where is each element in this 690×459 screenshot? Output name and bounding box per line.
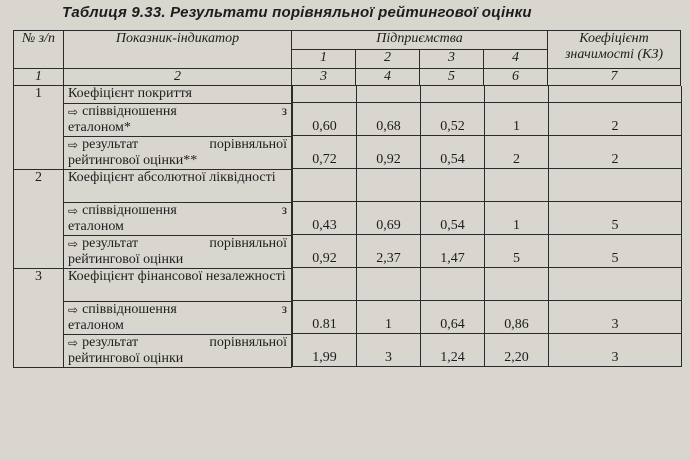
right-arrow-icon: ⇨ [68, 203, 79, 218]
value-cell: 2,20 [485, 334, 549, 367]
indicator-label-a: результат порівняльної [82, 136, 287, 152]
group-values-table [292, 86, 682, 169]
header-indicator: Показник-індикатор [64, 31, 292, 69]
group-title-row [14, 86, 681, 104]
group-title-row [14, 169, 681, 202]
value-cell: 0.81 [293, 301, 357, 334]
indicator-cell [64, 136, 292, 169]
group-title [64, 169, 292, 202]
indicator-cell [64, 301, 292, 334]
indicator-cell [64, 202, 292, 235]
table-row [293, 202, 682, 235]
value-cell: 0,52 [421, 103, 485, 136]
colnum-3: 3 [292, 69, 356, 86]
group-values-block [292, 169, 681, 268]
header-enterprise-4: 4 [484, 50, 548, 69]
value-cell: 3 [357, 334, 421, 367]
value-cell: 0,54 [421, 136, 485, 169]
group-number: 3 [14, 268, 64, 367]
table-row [293, 334, 682, 367]
indicator-label-b: еталоном [68, 317, 124, 333]
indicator-cell [64, 334, 292, 367]
kz-cell: 2 [549, 136, 682, 169]
colnum-6: 6 [484, 69, 548, 86]
header-enterprise-2: 2 [356, 50, 420, 69]
group-values-table [292, 169, 682, 268]
right-arrow-icon: ⇨ [68, 104, 79, 119]
header-coef: Коефіцієнт значимості (КЗ) [548, 31, 681, 69]
value-cell: 1 [357, 301, 421, 334]
right-arrow-icon: ⇨ [68, 236, 79, 251]
right-arrow-icon: ⇨ [68, 302, 79, 317]
indicator-label-a: результат порівняльної [82, 334, 287, 350]
value-cell: 0,92 [293, 235, 357, 268]
indicator-label-a: співвідношення з [82, 202, 287, 218]
indicator-label-b: рейтингової оцінки [68, 350, 184, 366]
group-values-block [292, 86, 681, 170]
indicator-cell [64, 235, 292, 268]
table-row [293, 235, 682, 268]
kz-cell: 5 [549, 235, 682, 268]
table-row [293, 103, 682, 136]
group-title-text: Коефіцієнт покриття [68, 86, 192, 101]
value-cell: 0,60 [293, 103, 357, 136]
value-cell: 1,99 [293, 334, 357, 367]
kz-cell: 3 [549, 334, 682, 367]
value-cell: 0,68 [357, 103, 421, 136]
kz-cell: 2 [549, 103, 682, 136]
header-enterprise-3: 3 [420, 50, 484, 69]
colnum-1: 1 [14, 69, 64, 86]
value-cell: 1 [485, 103, 549, 136]
indicator-label-a: результат порівняльної [82, 235, 287, 251]
value-cell: 1,47 [421, 235, 485, 268]
value-cell: 2,37 [357, 235, 421, 268]
colnum-7: 7 [548, 69, 681, 86]
indicator-label-b: еталоном [68, 218, 124, 234]
value-cell: 1,24 [421, 334, 485, 367]
value-cell: 1 [485, 202, 549, 235]
header-num: № з/п [14, 31, 64, 69]
right-arrow-icon: ⇨ [68, 335, 79, 350]
indicator-label-b: рейтингової оцінки** [68, 152, 198, 168]
kz-cell: 3 [549, 301, 682, 334]
header-enterprises: Підприємства [292, 31, 548, 50]
group-title-row [14, 268, 681, 301]
value-cell: 0,72 [293, 136, 357, 169]
indicator-cell [64, 103, 292, 136]
group-number: 1 [14, 86, 64, 170]
indicator-label-b: рейтингової оцінки [68, 251, 184, 267]
indicator-label-b: еталоном* [68, 119, 131, 135]
value-cell: 0,92 [357, 136, 421, 169]
group-title [64, 86, 292, 104]
group-title-text: Коефіцієнт фінансової незалежності [68, 268, 286, 284]
rating-table [13, 30, 681, 368]
kz-cell: 5 [549, 202, 682, 235]
header-row [14, 31, 681, 50]
column-numbers-row [14, 69, 681, 86]
group-values-block [292, 268, 681, 367]
table-caption: Таблиця 9.33. Результати порівняльної рейтингової оцінки [62, 4, 532, 21]
group-title-text: Коефіцієнт абсолютної ліквідності [68, 169, 276, 185]
value-cell: 2 [485, 136, 549, 169]
colnum-4: 4 [356, 69, 420, 86]
header-enterprise-1: 1 [292, 50, 356, 69]
value-cell: 0,86 [485, 301, 549, 334]
table-row [293, 136, 682, 169]
value-cell: 0,43 [293, 202, 357, 235]
colnum-5: 5 [420, 69, 484, 86]
group-number: 2 [14, 169, 64, 268]
value-cell: 0,69 [357, 202, 421, 235]
table-row [293, 301, 682, 334]
group-values-table [292, 268, 682, 367]
indicator-label-a: співвідношення з [82, 103, 287, 119]
group-title [64, 268, 292, 301]
colnum-2: 2 [64, 69, 292, 86]
indicator-label-a: співвідношення з [82, 301, 287, 317]
right-arrow-icon: ⇨ [68, 137, 79, 152]
value-cell: 0,54 [421, 202, 485, 235]
value-cell: 0,64 [421, 301, 485, 334]
value-cell: 5 [485, 235, 549, 268]
